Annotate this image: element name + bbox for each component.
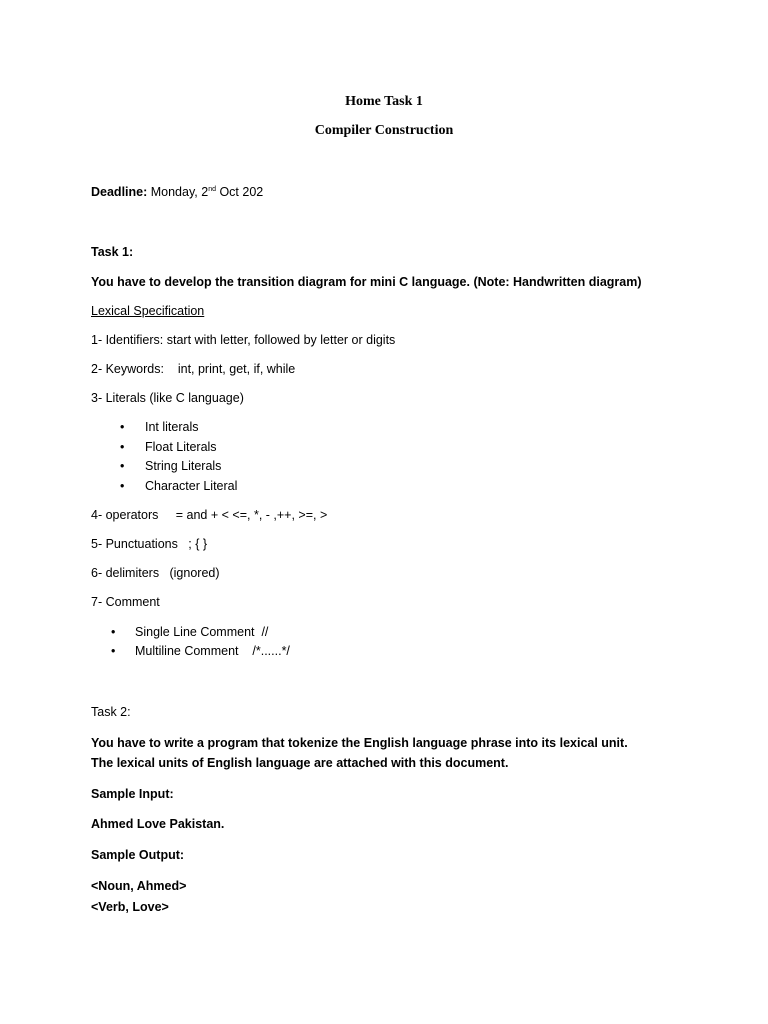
bullet-icon: • bbox=[120, 420, 125, 434]
comment-item: Single Line Comment // bbox=[135, 625, 269, 639]
document-title: Home Task 1 bbox=[345, 94, 423, 109]
deadline-line bbox=[91, 186, 263, 199]
deadline-label: Deadline: bbox=[91, 185, 148, 199]
task2-line-2: The lexical units of English language are attached with this document. bbox=[91, 756, 509, 770]
bullet-icon: • bbox=[111, 644, 116, 658]
sample-input-label: Sample Input: bbox=[91, 787, 174, 801]
literal-item: String Literals bbox=[145, 459, 222, 473]
deadline-date-prefix: Monday, 2 bbox=[147, 185, 209, 199]
sample-input-value: Ahmed Love Pakistan. bbox=[91, 817, 225, 831]
spec-item-keywords: 2- Keywords: int, print, get, if, while bbox=[91, 362, 296, 376]
spec-item-operators: 4- operators = and + < <=, *, - ,++, >=, > bbox=[91, 508, 328, 522]
sample-output-label: Sample Output: bbox=[91, 848, 185, 862]
bullet-icon: • bbox=[120, 479, 125, 493]
spec-item-comment: 7- Comment bbox=[91, 595, 160, 609]
task1-instruction: You have to develop the transition diagram for mini C language. (Note: Handwritten diagram) bbox=[91, 275, 642, 289]
literal-item: Character Literal bbox=[145, 479, 238, 493]
task2-heading: Task 2: bbox=[91, 705, 131, 719]
spec-item-literals: 3- Literals (like C language) bbox=[91, 391, 244, 405]
literal-item: Float Literals bbox=[145, 440, 217, 454]
task1-heading: Task 1: bbox=[91, 245, 134, 259]
bullet-icon: • bbox=[111, 625, 116, 639]
deadline-date-suffix: Oct 202 bbox=[215, 185, 264, 199]
deadline-date-sup: nd bbox=[208, 185, 216, 193]
spec-item-delimiters: 6- delimiters (ignored) bbox=[91, 566, 220, 580]
bullet-icon: • bbox=[120, 459, 125, 473]
task2-line-1: You have to write a program that tokenize the English language phrase into its lexical unit. bbox=[91, 736, 628, 750]
literal-item: Int literals bbox=[145, 420, 199, 434]
spec-item-identifiers: 1- Identifiers: start with letter, followed by letter or digits bbox=[91, 333, 396, 347]
sample-output-line: <Verb, Love> bbox=[91, 900, 169, 914]
comment-item: Multiline Comment /*......*/ bbox=[135, 644, 290, 658]
bullet-icon: • bbox=[120, 440, 125, 454]
lexical-spec-heading: Lexical Specification bbox=[91, 304, 205, 318]
spec-item-punctuations: 5- Punctuations ; { } bbox=[91, 537, 208, 551]
course-title: Compiler Construction bbox=[314, 123, 454, 138]
sample-output-line: <Noun, Ahmed> bbox=[91, 879, 187, 893]
